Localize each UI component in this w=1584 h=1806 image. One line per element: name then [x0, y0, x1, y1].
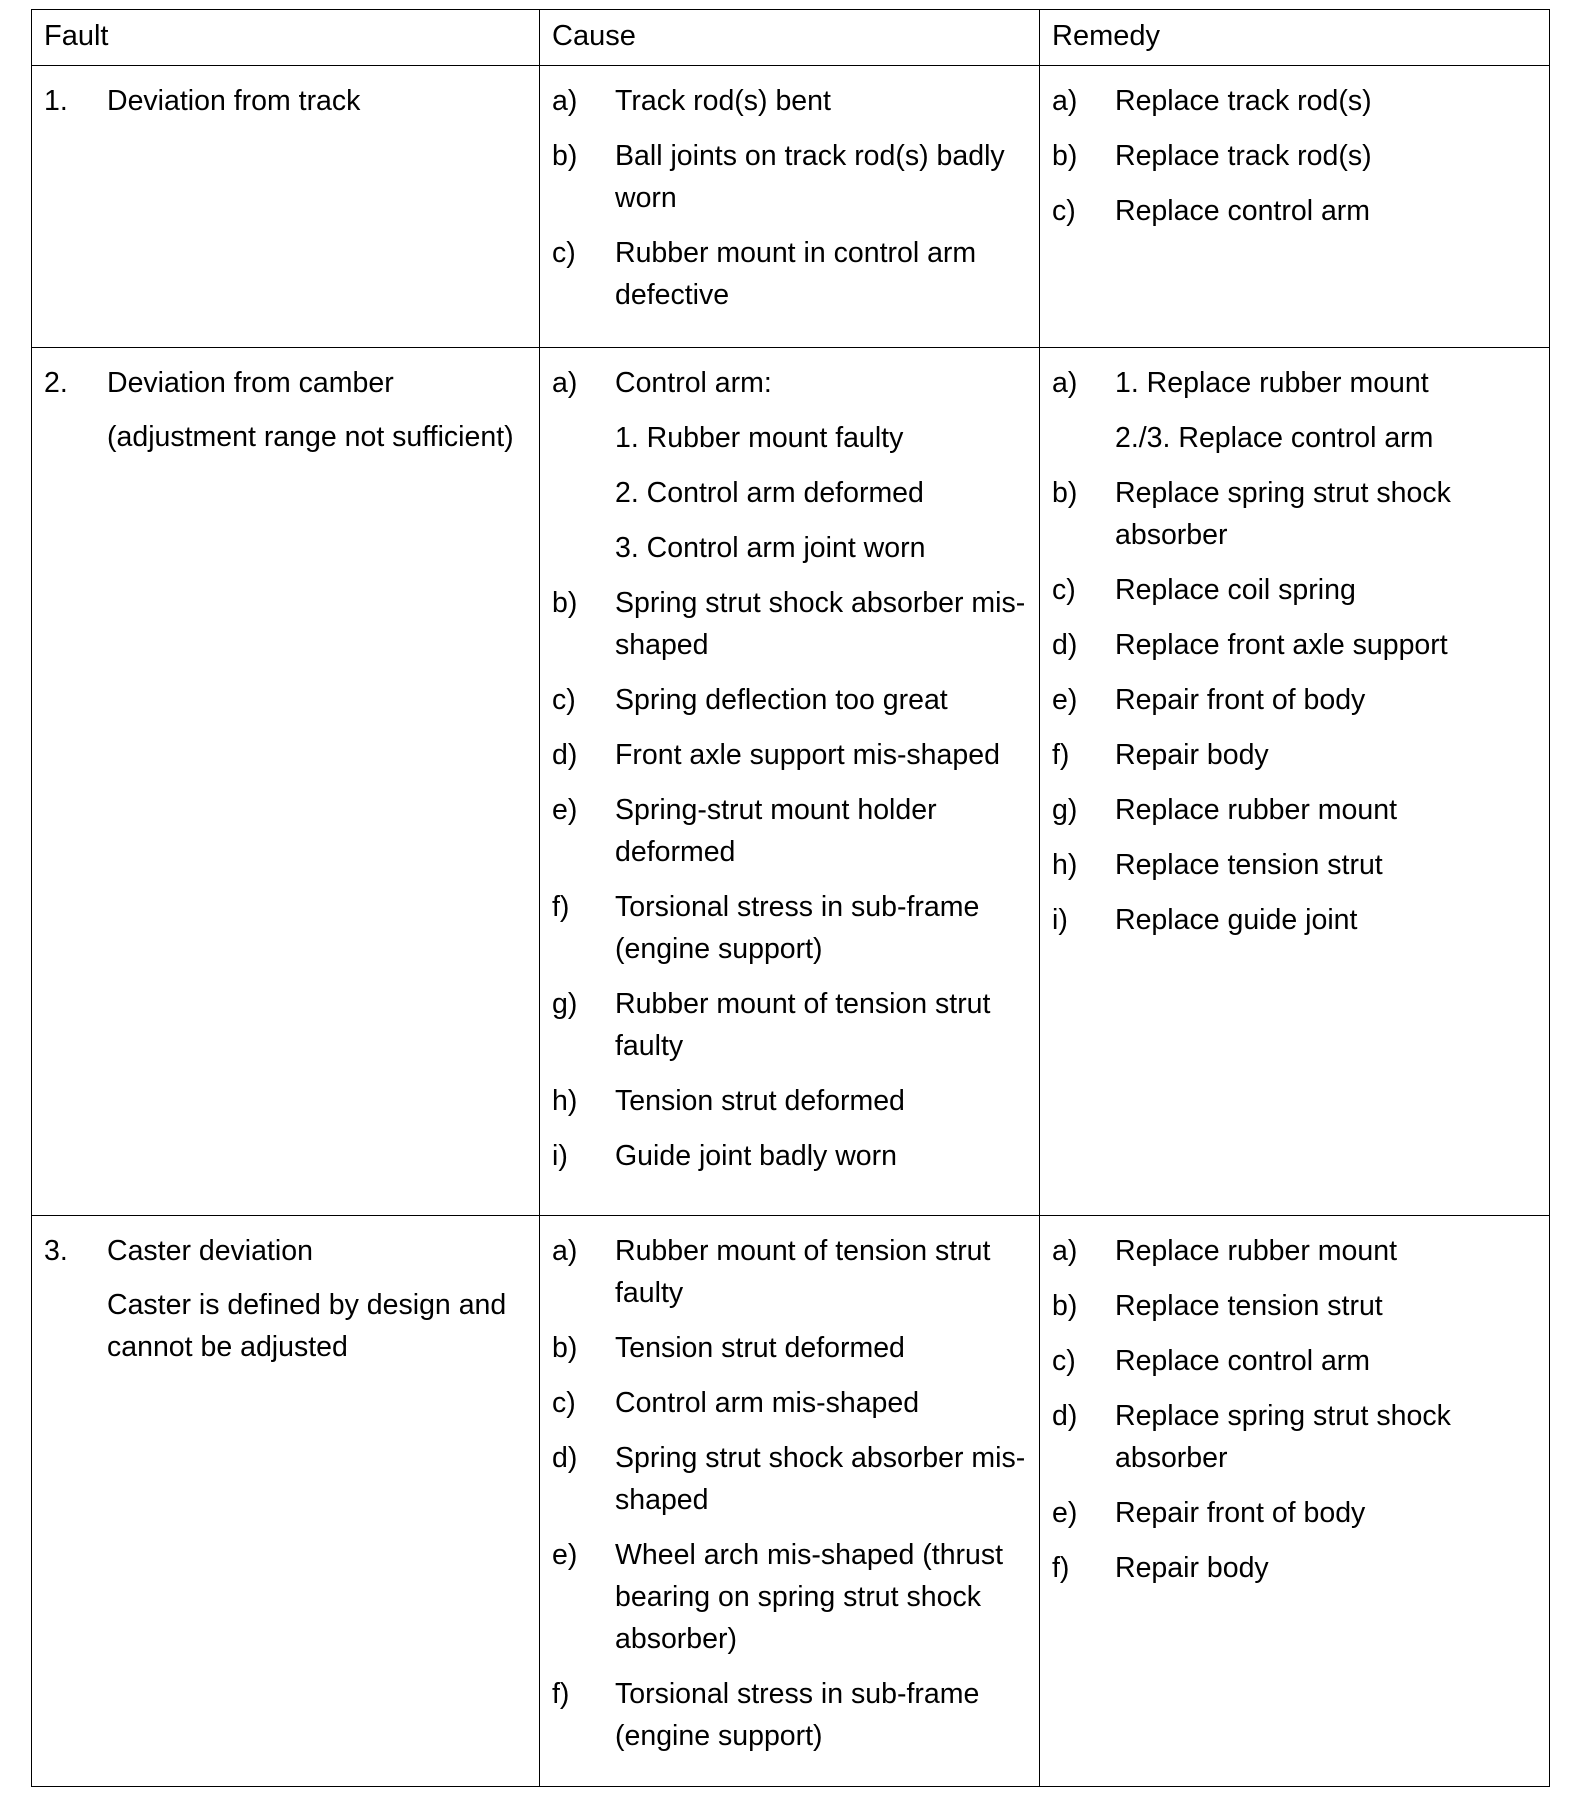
cause-item-label: g): [552, 988, 578, 1020]
cause-item-label: h): [552, 1085, 578, 1117]
cause-item-text: Torsional stress in sub-frame (engine support): [615, 1678, 980, 1752]
remedy-item-text-block: [1115, 1340, 1539, 1382]
remedy-cell: [1040, 1216, 1550, 1787]
cause-item: [552, 1135, 1029, 1177]
cause-item-text: Torsional stress in sub-frame (engine support): [615, 891, 980, 965]
cause-item-label: c): [552, 237, 576, 269]
cause-item-text: Guide joint badly worn: [615, 1140, 897, 1172]
remedy-item-label: b): [1052, 477, 1078, 509]
remedy-item-text: Replace rubber mount: [1115, 794, 1397, 826]
cause-item: [552, 232, 1029, 316]
cause-item: [552, 679, 1029, 721]
remedy-item-text-block: [1115, 734, 1539, 776]
cause-item-text-block: [615, 1437, 1029, 1521]
cause-item: [552, 734, 1029, 776]
remedy-item-label: d): [1052, 629, 1078, 661]
cause-item-text-block: [615, 1135, 1029, 1177]
cause-item-label: e): [552, 794, 578, 826]
remedy-item-text-block: [1115, 679, 1539, 721]
header-remedy: Remedy: [1040, 10, 1550, 66]
remedy-item: [1052, 1395, 1539, 1479]
remedy-item-label: d): [1052, 1400, 1078, 1432]
remedy-item: [1052, 80, 1539, 122]
cause-item-label: b): [552, 1332, 578, 1364]
cause-item-text-block: [615, 983, 1029, 1067]
remedy-item: [1052, 1547, 1539, 1589]
cause-item-label: a): [552, 367, 578, 399]
remedy-item-text-block: [1115, 844, 1539, 886]
remedy-item: [1052, 569, 1539, 611]
remedy-item: [1052, 190, 1539, 232]
cause-item-text: Front axle support mis-shaped: [615, 739, 1000, 771]
remedy-item-label: e): [1052, 684, 1078, 716]
cause-sub-item: 2. Control arm deformed: [615, 477, 924, 509]
cause-item-text: Ball joints on track rod(s) badly worn: [615, 140, 1005, 214]
cause-item-text-block: [615, 135, 1029, 219]
cause-item-text: Spring deflection too great: [615, 684, 948, 716]
remedy-item-text-block: [1115, 472, 1539, 556]
fault-cell: [32, 1216, 540, 1787]
remedy-item-text-block: [1115, 1395, 1539, 1479]
remedy-item-text: Replace front axle support: [1115, 629, 1448, 661]
cause-item-text-block: [615, 362, 1029, 569]
cause-item-text: Spring strut shock absorber mis-shaped: [615, 587, 1026, 661]
fault-heading: [44, 80, 529, 122]
cause-item-text-block: [615, 1080, 1029, 1122]
remedy-item-text: Repair body: [1115, 739, 1269, 771]
cause-item-label: b): [552, 140, 578, 172]
fault-title: Caster deviation: [107, 1235, 313, 1267]
fault-note: (adjustment range not sufficient): [107, 421, 514, 453]
cause-item-label: e): [552, 1539, 578, 1571]
cause-item-text-block: [615, 582, 1029, 666]
cause-cell: [540, 348, 1040, 1216]
remedy-item-label: c): [1052, 574, 1076, 606]
cause-item: [552, 1382, 1029, 1424]
cause-item-text-block: [615, 1327, 1029, 1369]
remedy-item-text-block: [1115, 899, 1539, 941]
cause-item-label: i): [552, 1140, 568, 1172]
cause-item-text-block: [615, 734, 1029, 776]
cause-item: [552, 1230, 1029, 1314]
remedy-item-text: Replace track rod(s): [1115, 140, 1372, 172]
fault-title: Deviation from camber: [107, 367, 394, 399]
remedy-item-text: Repair front of body: [1115, 1497, 1366, 1529]
cause-item-label: f): [552, 891, 570, 923]
remedy-item-label: a): [1052, 367, 1078, 399]
fault-heading: [44, 362, 529, 404]
header-cause: Cause: [540, 10, 1040, 66]
cause-item-text: Spring strut shock absorber mis-shaped: [615, 1442, 1026, 1516]
fault-title: Deviation from track: [107, 85, 361, 117]
cause-item-text: Tension strut deformed: [615, 1332, 905, 1364]
remedy-item-label: c): [1052, 1345, 1076, 1377]
cause-item: [552, 886, 1029, 970]
cause-item: [552, 1534, 1029, 1660]
cause-sub-item: 3. Control arm joint worn: [615, 532, 926, 564]
header-fault: Fault: [32, 10, 540, 66]
remedy-item: [1052, 1285, 1539, 1327]
cause-item-text-block: [615, 886, 1029, 970]
remedy-item: [1052, 1340, 1539, 1382]
cause-item-label: f): [552, 1678, 570, 1710]
remedy-item-text: Replace coil spring: [1115, 574, 1356, 606]
remedy-item-text: Replace control arm: [1115, 195, 1371, 227]
remedy-item-text-block: [1115, 569, 1539, 611]
remedy-item-text: Replace track rod(s): [1115, 85, 1372, 117]
cause-item-text: Rubber mount of tension strut faulty: [615, 1235, 991, 1309]
remedy-item-text: Replace spring strut shock absorber: [1115, 1400, 1451, 1474]
cause-item: [552, 582, 1029, 666]
remedy-item-label: e): [1052, 1497, 1078, 1529]
cause-item-label: b): [552, 587, 578, 619]
remedy-item-text-block: [1115, 1285, 1539, 1327]
cause-item-text: Tension strut deformed: [615, 1085, 905, 1117]
fault-number: 2.: [44, 367, 68, 399]
cause-item-label: c): [552, 684, 576, 716]
cause-item-label: c): [552, 1387, 576, 1419]
remedy-item-text-block: [1115, 789, 1539, 831]
remedy-item: [1052, 679, 1539, 721]
remedy-item: [1052, 135, 1539, 177]
header-row: [32, 10, 1550, 66]
remedy-item-text: Replace guide joint: [1115, 904, 1358, 936]
remedy-item: [1052, 472, 1539, 556]
troubleshooting-table: [31, 9, 1550, 1787]
remedy-item: [1052, 1230, 1539, 1272]
cause-item-text: Control arm:: [615, 367, 772, 399]
remedy-item-text-block: [1115, 362, 1539, 459]
cause-item-text-block: [615, 1382, 1029, 1424]
remedy-item-text: Repair body: [1115, 1552, 1269, 1584]
remedy-list: [1052, 362, 1539, 941]
cause-item: [552, 135, 1029, 219]
remedy-item: [1052, 899, 1539, 941]
fault-note: Caster is defined by design and cannot be adjusted: [107, 1289, 507, 1363]
table-row: [32, 66, 1550, 348]
cause-item-text: Wheel arch mis-shaped (thrust bearing on spring strut shock absorber): [615, 1539, 1004, 1655]
cause-item: [552, 1327, 1029, 1369]
cause-item-text-block: [615, 679, 1029, 721]
cause-item: [552, 1437, 1029, 1521]
remedy-item-text: Replace spring strut shock absorber: [1115, 477, 1451, 551]
remedy-item-label: c): [1052, 195, 1076, 227]
cause-item-label: d): [552, 739, 578, 771]
remedy-cell: [1040, 348, 1550, 1216]
fault-number: 1.: [44, 85, 68, 117]
cause-item: [552, 362, 1029, 569]
remedy-item-text-block: [1115, 624, 1539, 666]
remedy-item-text-block: [1115, 80, 1539, 122]
fault-number: 3.: [44, 1235, 68, 1267]
remedy-item: [1052, 734, 1539, 776]
remedy-item-text-block: [1115, 1230, 1539, 1272]
cause-list: [552, 362, 1029, 1177]
cause-item-text-block: [615, 1534, 1029, 1660]
remedy-item-label: b): [1052, 140, 1078, 172]
cause-item-label: a): [552, 85, 578, 117]
cause-cell: [540, 1216, 1040, 1787]
fault-cell: [32, 348, 540, 1216]
remedy-item-label: b): [1052, 1290, 1078, 1322]
remedy-list: [1052, 80, 1539, 232]
cause-list: [552, 80, 1029, 316]
cause-item-text-block: [615, 1230, 1029, 1314]
remedy-item-label: a): [1052, 85, 1078, 117]
cause-item: [552, 1080, 1029, 1122]
remedy-item: [1052, 624, 1539, 666]
fault-heading: [44, 1230, 529, 1272]
remedy-item-label: f): [1052, 739, 1070, 771]
cause-item-text: Track rod(s) bent: [615, 85, 831, 117]
remedy-item-text: Replace control arm: [1115, 1345, 1371, 1377]
cause-item-text: Spring-strut mount holder deformed: [615, 794, 937, 868]
cause-item-text: Rubber mount of tension strut faulty: [615, 988, 991, 1062]
cause-item-text-block: [615, 789, 1029, 873]
cause-item: [552, 80, 1029, 122]
cause-item-label: d): [552, 1442, 578, 1474]
remedy-item-text: Replace tension strut: [1115, 849, 1383, 881]
remedy-item-text: Replace tension strut: [1115, 1290, 1383, 1322]
remedy-item-label: f): [1052, 1552, 1070, 1584]
remedy-item-text-block: [1115, 1547, 1539, 1589]
remedy-sub-item: 2./3. Replace control arm: [1115, 422, 1434, 454]
remedy-item-text: Replace rubber mount: [1115, 1235, 1397, 1267]
cause-item-text: Rubber mount in control arm defective: [615, 237, 977, 311]
table-row: [32, 348, 1550, 1216]
remedy-item: [1052, 789, 1539, 831]
cause-cell: [540, 66, 1040, 348]
remedy-item-label: g): [1052, 794, 1078, 826]
cause-sub-item: 1. Rubber mount faulty: [615, 422, 904, 454]
cause-item-text-block: [615, 1673, 1029, 1757]
remedy-list: [1052, 1230, 1539, 1589]
cause-list: [552, 1230, 1029, 1757]
remedy-item-text: Repair front of body: [1115, 684, 1366, 716]
cause-item-label: a): [552, 1235, 578, 1267]
fault-cell: [32, 66, 540, 348]
cause-item-text-block: [615, 80, 1029, 122]
remedy-item: [1052, 1492, 1539, 1534]
remedy-item-label: a): [1052, 1235, 1078, 1267]
remedy-item-label: h): [1052, 849, 1078, 881]
remedy-item: [1052, 844, 1539, 886]
cause-item-text: Control arm mis-shaped: [615, 1387, 920, 1419]
cause-item: [552, 983, 1029, 1067]
remedy-cell: [1040, 66, 1550, 348]
cause-item: [552, 789, 1029, 873]
remedy-item-text: 1. Replace rubber mount: [1115, 367, 1429, 399]
remedy-item: [1052, 362, 1539, 459]
remedy-item-text-block: [1115, 135, 1539, 177]
remedy-item-text-block: [1115, 190, 1539, 232]
remedy-item-text-block: [1115, 1492, 1539, 1534]
remedy-item-label: i): [1052, 904, 1068, 936]
cause-item-text-block: [615, 232, 1029, 316]
cause-item: [552, 1673, 1029, 1757]
table-row: [32, 1216, 1550, 1787]
